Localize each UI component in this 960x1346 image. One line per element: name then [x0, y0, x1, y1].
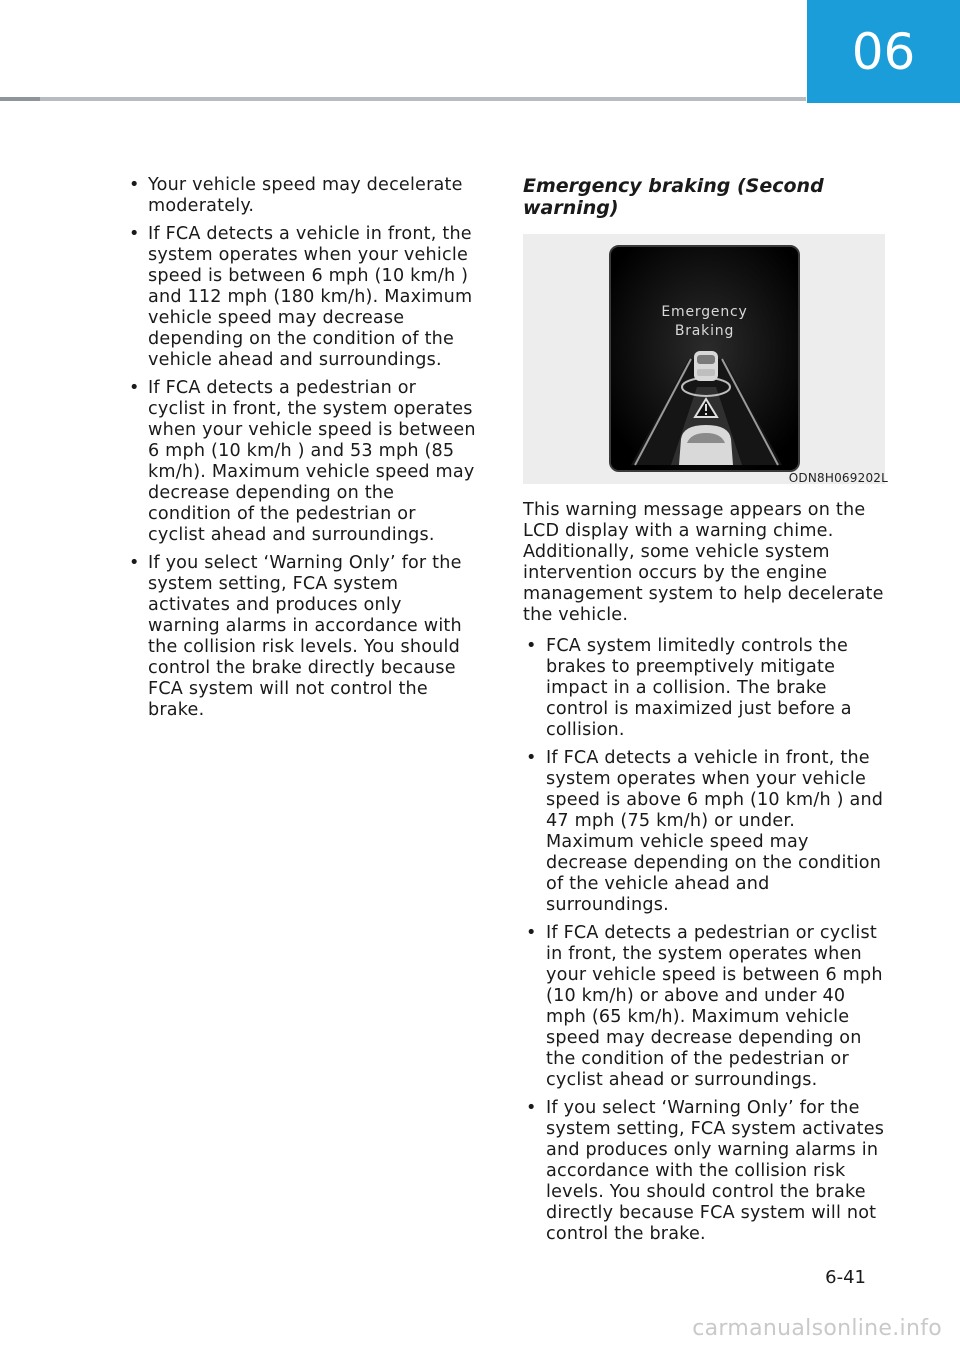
list-item: • If you select ‘Warning Only’ for the system setting, FCA system activates and produces only warning alarms in accordance with the collision risk levels. You should control the brake directly because FCA system will not control the brake. [523, 1098, 888, 1245]
display-message [611, 303, 798, 341]
chapter-tab [807, 0, 960, 103]
right-bullet-list [523, 636, 888, 1245]
header-rule-accent [0, 97, 40, 101]
left-bullet-list [126, 175, 478, 721]
cluster-figure [523, 234, 885, 484]
display-message-line: Emergency [661, 304, 748, 320]
list-item: • Your vehicle speed may decelerate moderately. [126, 175, 478, 217]
list-item: • If you select ‘Warning Only’ for the system setting, FCA system activates and produces only warning alarms in accordance with the collision risk levels. You should control the brake directly because FCA system will not control the brake. [126, 553, 478, 721]
page-number: 6-41 [825, 1267, 866, 1288]
chapter-number: 06 [851, 22, 916, 81]
list-item: • If FCA detects a pedestrian or cyclist in front, the system operates when your vehicle speed is between 6 mph (10 km/h ) and 53 mph (85 km/h). Maximum vehicle speed may decrease depending on the condition of the pedestrian or cyclist ahead and surroundings. [126, 378, 478, 546]
lead-car-icon [694, 351, 718, 381]
header-rule [0, 97, 806, 101]
list-item: • If FCA detects a pedestrian or cyclist in front, the system operates when your vehicle speed is between 6 mph (10 km/h) or above and under 40 mph (65 km/h). Maximum vehicle speed may decrease depending on the condition of the pedestrian or cyclist ahead or surroundings. [523, 923, 888, 1091]
section-heading: Emergency braking (Second warning) [523, 175, 824, 219]
left-column [126, 175, 478, 728]
cluster-display [609, 245, 800, 472]
intro-paragraph: This warning message appears on the LCD display with a warning chime. Additionally, some vehicle system intervention occurs by the engine management system to help decelerate the vehicle. [523, 500, 884, 625]
display-message-line: Braking [674, 323, 735, 339]
watermark: carmanualsonline.info [692, 1316, 942, 1341]
figure-caption: ODN8H069202L [788, 471, 888, 485]
own-car-icon [679, 425, 733, 465]
list-item: • If FCA detects a vehicle in front, the system operates when your vehicle speed is between 6 mph (10 km/h ) and 112 mph (180 km/h). Maximum vehicle speed may decrease depending on the condition of the vehicle ahead and surroundings. [126, 224, 478, 371]
list-item: • FCA system limitedly controls the brakes to preemptively mitigate impact in a collision. The brake control is maximized just before a collision. [523, 636, 888, 741]
road-scene-illustration [611, 247, 800, 472]
right-column [523, 175, 888, 1252]
list-item: • If FCA detects a vehicle in front, the system operates when your vehicle speed is above 6 mph (10 km/h ) and 47 mph (75 km/h) or under. Maximum vehicle speed may decrease depending on the condition of the vehicle ahead and surroundings. [523, 748, 888, 916]
